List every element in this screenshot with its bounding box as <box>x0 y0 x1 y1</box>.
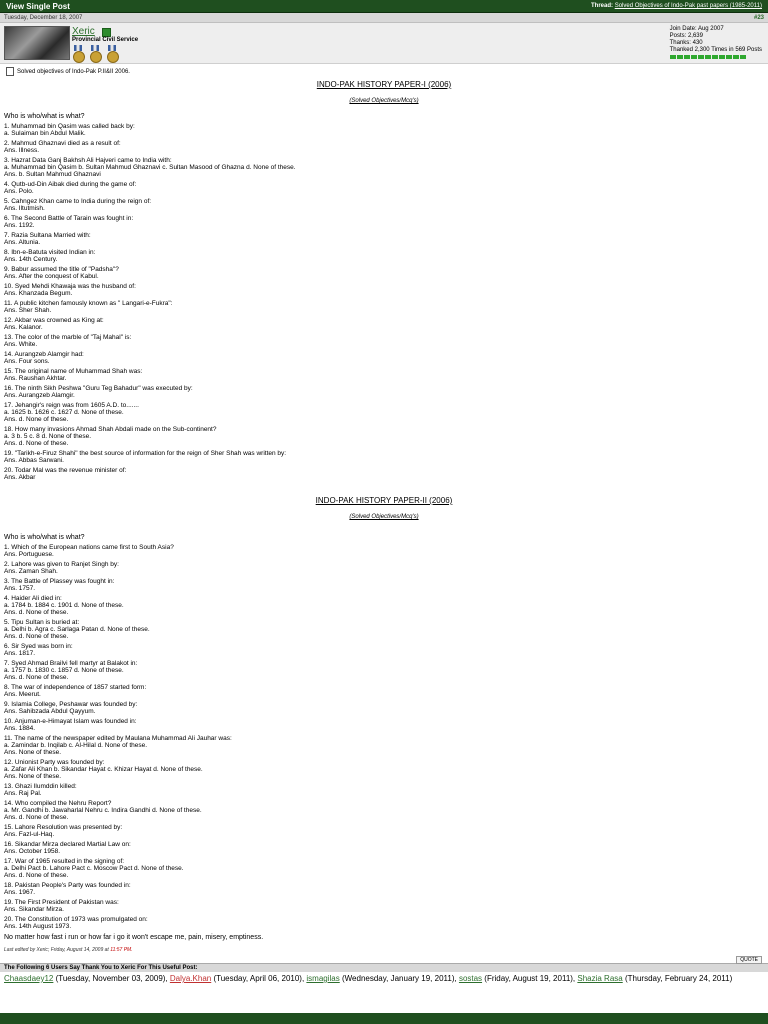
question-item: 15. Lahore Resolution was presented by: Ans. Fazl-ul-Haq. <box>4 824 123 838</box>
question-item: 4. Qutb-ud-Din Aibak died during the game of: Ans. Polo. <box>4 181 137 195</box>
paper1-subtitle: (Solved Objectives/Mcq's) <box>349 98 419 104</box>
paper1-title: INDO-PAK HISTORY PAPER-I (2006) <box>316 80 452 89</box>
question-item: 2. Mahmud Ghaznavi died as a result of: Ans. Illness. <box>4 140 121 154</box>
medal-icon <box>106 45 118 61</box>
question-item: 7. Syed Ahmad Brailvi fell martyr at Balakot in: a. 1757 b. 1830 c. 1857 d. None of these. Ans. d. None of these. <box>4 660 138 681</box>
question-item: 19. "Tarikh-e-Firuz Shahi" the best source of information for the reign of Sher Shah was written by: Ans. Abbas Sarwani. <box>4 450 287 464</box>
question-item: 2. Lahore was given to Ranjet Singh by: Ans. Zaman Shah. <box>4 561 119 575</box>
question-item: 13. Ghazi Ilumddin killed: Ans. Raj Pal. <box>4 783 77 797</box>
question-item: 20. Todar Mal was the revenue minister of: Ans. Akbar <box>4 467 127 481</box>
question-item: 9. Babur assumed the title of "Padsha"? Ans. After the conquest of Kabul. <box>4 266 119 280</box>
medals <box>72 45 118 61</box>
paper2-subtitle: (Solved Objectives/Mcq's) <box>349 514 419 520</box>
post-title <box>0 64 768 76</box>
thanks-user-link[interactable]: ismagilas <box>306 974 340 983</box>
question-item: 19. The First President of Pakistan was: Ans. Sikandar Mirza. <box>4 899 119 913</box>
thanks-date: (Thursday, February 24, 2011) <box>622 974 733 983</box>
thanks-user-link[interactable]: Chaasdaey12 <box>4 974 54 983</box>
page-title: View Single Post <box>6 1 70 11</box>
question-item: 3. The Battle of Plassey was fought in: Ans. 1757. <box>4 578 115 592</box>
quote-button[interactable]: QUOTE <box>736 956 762 964</box>
edited-text: Last edited by Xeric; Friday, August 14, 2009 at <box>4 947 109 953</box>
user-title: Provincial Civil Service <box>72 37 139 43</box>
question-item: 12. Unionist Party was founded by: a. Zafar Ali Khan b. Sikandar Hayat c. Khizar Hayat d. None of these. Ans. None of these. <box>4 759 203 780</box>
question-item: 1. Muhammad bin Qasim was called back by: a. Sulaiman bin Abdul Malik. <box>4 123 135 137</box>
question-item: 12. Akbar was crowned as King at: Ans. Kalanor. <box>4 317 104 331</box>
thanks-user-link[interactable]: sostas <box>458 974 483 983</box>
question-item: 17. War of 1965 resulted in the signing of: a. Delhi Pact b. Lahore Pact c. Moscow Pact d. None of these. Ans. d. None of these. <box>4 858 184 879</box>
post-icon <box>6 67 14 76</box>
question-item: 14. Who compiled the Nehru Report? a. Mr. Gandhi b. Jawaharlal Nehru c. Indira Gandhi d. None of these. Ans. d. None of these. <box>4 800 202 821</box>
top-bar <box>0 0 768 13</box>
thanks-user-link[interactable]: Shazia Rasa <box>577 974 623 983</box>
thanks-date: (Tuesday, April 06, 2010), <box>211 974 307 983</box>
question-item: 1. Which of the European nations came first to South Asia? Ans. Portuguese. <box>4 544 174 558</box>
posts-count: Posts: 2,639 <box>669 33 703 39</box>
question-item: 18. Pakistan People's Party was founded in: Ans. 1967. <box>4 882 131 896</box>
thread-info <box>591 3 762 9</box>
question-item: 5. Cahngez Khan came to India during the reign of: Ans. Iltutmish. <box>4 198 152 212</box>
question-item: 8. The war of independence of 1857 started form: Ans. Meerut. <box>4 684 147 698</box>
signature: No matter how fast i run or how far i go it won't escape me, pain, misery, emptiness. <box>4 934 264 941</box>
thanks-user-link[interactable]: Dalya.Khan <box>169 974 212 983</box>
thread-link[interactable]: Solved Objectives of Indo-Pak past papers (1985-2011) <box>614 3 762 9</box>
question-item: 16. Sikandar Mirza declared Martial Law on: Ans. October 1958. <box>4 841 131 855</box>
paper2-intro: Who is who/what is what? <box>4 534 85 541</box>
username-link[interactable]: Xeric <box>72 26 95 37</box>
post-date: Tuesday, December 18, 2007 <box>4 14 83 21</box>
question-item: 17. Jehangir's reign was from 1605 A.D. to....... a. 1625 b. 1626 c. 1627 d. None of these. Ans. d. None of these. <box>4 402 139 423</box>
question-item: 5. Tipu Sultan is buried at: a. Delhi b. Agra c. Sarlaga Patan d. None of these. Ans. d. None of these. <box>4 619 150 640</box>
thanks-header: The Following 6 Users Say Thank You to Xeric For This Useful Post: <box>0 963 768 972</box>
question-item: 16. The ninth Sikh Peshwa "Guru Teg Bahadur" was executed by: Ans. Aurangzeb Alamgir. <box>4 385 193 399</box>
question-item: 6. The Second Battle of Tarain was fought in: Ans. 1192. <box>4 215 134 229</box>
thanks-date: (Friday, August 19, 2011), <box>482 974 578 983</box>
post-body <box>0 80 768 953</box>
question-item: 6. Sir Syed was born in: Ans. 1817. <box>4 643 73 657</box>
question-item: 3. Hazrat Data Ganj Bakhsh Ali Hajveri came to India with: a. Muhammad bin Qasim b. Sultan Mahmud Ghaznavi c. Sultan Masood of Ghazna d. None of these. Ans. b. Sultan Mahmud Ghaznavi <box>4 157 296 178</box>
edited-time: 11:57 PM. <box>110 947 133 953</box>
online-status-icon <box>102 28 111 37</box>
question-item: 18. How many invasions Ahmad Shah Abdali made on the Sub-continent? a. 3 b. 5 c. 8 d. None of these. Ans. d. None of these. <box>4 426 217 447</box>
thread-label: Thread: <box>591 3 614 9</box>
user-info-row <box>0 23 768 64</box>
question-item: 15. The original name of Muhammad Shah was: Ans. Raushan Akhtar. <box>4 368 143 382</box>
post-actions <box>0 953 768 963</box>
avatar[interactable] <box>4 26 70 60</box>
question-item: 11. The name of the newspaper edited by Maulana Muhammad Ali Jauhar was: a. Zamindar b. Inqilab c. Al-Hilal d. None of these. Ans. None of these. <box>4 735 232 756</box>
paper2-questions <box>4 544 764 930</box>
paper1-intro: Who is who/what is what? <box>4 113 85 120</box>
thanks-list <box>0 972 768 985</box>
question-item: 13. The color of the marble of "Taj Mahal" is: Ans. White. <box>4 334 132 348</box>
post-date-bar <box>0 13 768 23</box>
paper2-title: INDO-PAK HISTORY PAPER-II (2006) <box>315 496 453 505</box>
question-item: 4. Haider Ali died in: a. 1784 b. 1884 c. 1901 d. None of these. Ans. d. None of these. <box>4 595 124 616</box>
bottom-bar <box>0 1013 768 1024</box>
post-number-link[interactable]: #23 <box>753 14 764 21</box>
medal-icon <box>72 45 84 61</box>
question-item: 14. Aurangzeb Alamgir had: Ans. Four sons. <box>4 351 84 365</box>
paper1-questions <box>4 123 764 481</box>
question-item: 9. Islamia College, Peshawar was founded by: Ans. Sahibzada Abdul Qayyum. <box>4 701 138 715</box>
question-item: 10. Anjuman-e-Himayat Islam was founded in: Ans. 1884. <box>4 718 137 732</box>
thanks-count: Thanks: 430 <box>669 40 703 46</box>
question-item: 11. A public kitchen famously known as " Langari-e-Fukra": Ans. Sher Shah. <box>4 300 173 314</box>
question-item: 10. Syed Mehdi Khawaja was the husband of: Ans. Khanzada Begum. <box>4 283 136 297</box>
medal-icon <box>89 45 101 61</box>
thanked-count: Thanked 2,300 Times in 569 Posts <box>669 47 762 53</box>
thanks-date: (Tuesday, November 03, 2009), <box>53 974 170 983</box>
reputation-bar <box>670 55 762 59</box>
question-item: 20. The Constitution of 1973 was promulgated on: Ans. 14th August 1973. <box>4 916 148 930</box>
question-item: 7. Razia Sultana Married with: Ans. Altunia. <box>4 232 91 246</box>
thanks-date: (Wednesday, January 19, 2011), <box>339 974 459 983</box>
post-title-text: Solved objectives of Indo-Pak P.II&II 2006. <box>17 68 130 75</box>
user-stats <box>670 26 762 59</box>
question-item: 8. Ibn-e-Batuta visited Indian in: Ans. 14th Century. <box>4 249 96 263</box>
join-date: Join Date: Aug 2007 <box>669 26 724 32</box>
